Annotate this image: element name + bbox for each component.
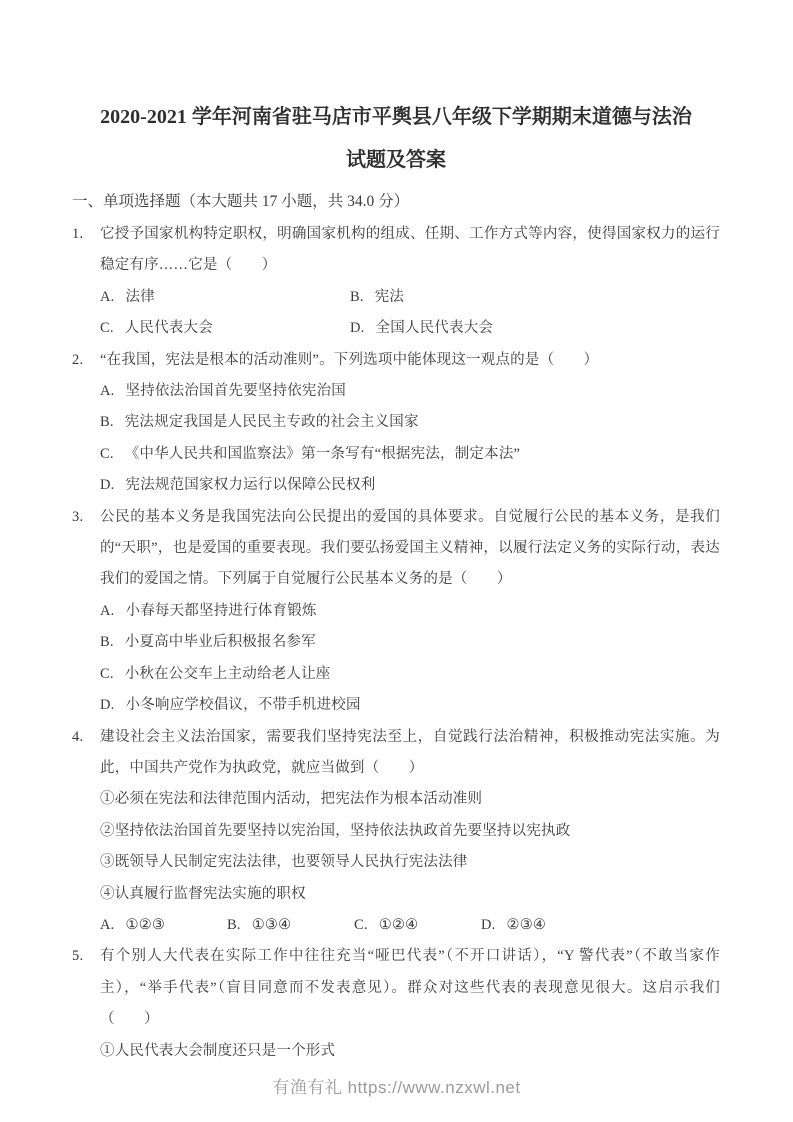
option-c: [354, 910, 481, 941]
question-body: [100, 219, 720, 345]
document-title: [72, 96, 720, 182]
option-label: B.: [227, 916, 241, 933]
question-body: [100, 722, 720, 942]
option-text: 宪法: [374, 288, 405, 305]
option-d: [100, 690, 720, 721]
option-text: 宪法规定我国是人民民主专政的社会主义国家: [124, 414, 419, 431]
title-line-2: 试题及答案: [346, 149, 446, 171]
statement-2: ②坚持依法治国首先要坚持以宪治国，坚持依法执政首先要坚持以宪执政: [100, 822, 571, 839]
option-a: [100, 596, 720, 627]
question-body: [100, 345, 720, 502]
question-body: [100, 941, 720, 1067]
option-label: B.: [350, 288, 364, 305]
option-text: 小春每天都坚持进行体育锻炼: [125, 602, 317, 619]
option-label: D.: [100, 477, 115, 494]
option-label: B.: [100, 414, 114, 431]
option-a: [100, 910, 227, 941]
option-text: 《中华人民共和国监察法》第一条写有“根据宪法，制定本法”: [124, 445, 521, 462]
option-text: ①②③: [125, 916, 166, 933]
option-text: 小夏高中毕业后积极报名参军: [124, 634, 316, 651]
options-row: [100, 910, 720, 941]
option-b: [100, 407, 720, 438]
title-line-1: 2020-2021 学年河南省驻马店市平舆县八年级下学期期末道德与法治: [100, 106, 692, 128]
question-stem: “在我国，宪法是根本的活动准则”。下列选项中能体现这一观点的是（ ）: [100, 351, 599, 368]
option-label: A.: [100, 602, 115, 619]
option-label: C.: [100, 320, 114, 337]
question-stem: 有个别人大代表在实际工作中往往充当“哑巴代表”（不开口讲话），“Y 警代表”（不敢当家作主），“举手代表”（盲目同意而不发表意见）。群众对这些代表的表现意见很大。这启示我们（ ）: [100, 948, 720, 1028]
option-d: [350, 313, 720, 344]
question-body: [100, 502, 720, 722]
option-c: [100, 659, 720, 690]
question-5: [72, 941, 720, 1067]
question-number: 1.: [72, 226, 84, 242]
option-label: C.: [354, 916, 368, 933]
option-label: D.: [481, 916, 496, 933]
question-number: 3.: [72, 508, 84, 525]
option-text: 人民代表大会: [124, 320, 213, 337]
question-2: [72, 345, 720, 502]
section-heading: 一、单项选择题（本大题共 17 小题，共 34.0 分）: [72, 193, 410, 210]
option-b: [350, 282, 720, 313]
question-1: [72, 219, 720, 345]
option-text: 小冬响应学校倡议，不带手机进校园: [125, 697, 361, 714]
option-d: [100, 470, 720, 501]
footer-watermark: 有渔有礼 https://www.nzxwl.net: [272, 1078, 521, 1097]
options-grid: [100, 282, 720, 345]
option-text: ①②④: [378, 916, 419, 933]
question-number: 5.: [72, 948, 84, 965]
question-4: [72, 722, 720, 942]
option-c: [100, 313, 350, 344]
option-b: [100, 627, 720, 658]
statement-3: ③既领导人民制定宪法法律，也要领导人民执行宪法法律: [100, 854, 468, 871]
question-stem: 建设社会主义法治国家，需要我们坚持宪法至上，自觉践行法治精神，积极推动宪法实施。为此，中国共产党作为执政党，就应当做到（ ）: [100, 728, 720, 776]
option-text: ②③④: [506, 916, 547, 933]
question-number: 4.: [72, 728, 84, 745]
option-label: A.: [100, 288, 115, 305]
question-stem: 公民的基本义务是我国宪法向公民提出的爱国的具体要求。自觉履行公民的基本义务，是我们的“天职”，也是爱国的重要表现。我们要弘扬爱国主义精神，以履行法定义务的实际行动，表达我们的爱国之情。下列属于自觉履行公民基本义务的是（ ）: [100, 508, 720, 588]
statement-4: ④认真履行监督宪法实施的职权: [100, 885, 306, 902]
option-c: [100, 439, 720, 470]
option-label: D.: [350, 320, 365, 337]
option-a: [100, 282, 350, 313]
option-text: 坚持依法治国首先要坚持依宪治国: [125, 383, 346, 400]
option-text: 小秋在公交车上主动给老人让座: [124, 665, 331, 682]
option-text: 法律: [125, 288, 155, 305]
question-number: 2.: [72, 351, 84, 368]
statement-1: ①必须在宪法和法律范围内活动，把宪法作为根本活动准则: [100, 791, 483, 808]
option-label: C.: [100, 665, 114, 682]
option-text: 宪法规范国家权力运行以保障公民权利: [125, 477, 376, 494]
option-b: [227, 910, 354, 941]
option-text: 全国人民代表大会: [375, 320, 494, 337]
option-label: C.: [100, 445, 114, 462]
question-3: [72, 502, 720, 722]
question-stem: 它授予国家机构特定职权，明确国家机构的组成、任期、工作方式等内容，使得国家权力的运行稳定有序……它是（ ）: [100, 226, 720, 274]
statement-1: ①人民代表大会制度还只是一个形式: [100, 1042, 336, 1059]
option-label: A.: [100, 916, 115, 933]
option-text: ①③④: [251, 916, 292, 933]
option-label: A.: [100, 383, 115, 400]
option-label: D.: [100, 697, 115, 714]
option-a: [100, 376, 720, 407]
option-label: B.: [100, 634, 114, 651]
option-d: [481, 910, 608, 941]
